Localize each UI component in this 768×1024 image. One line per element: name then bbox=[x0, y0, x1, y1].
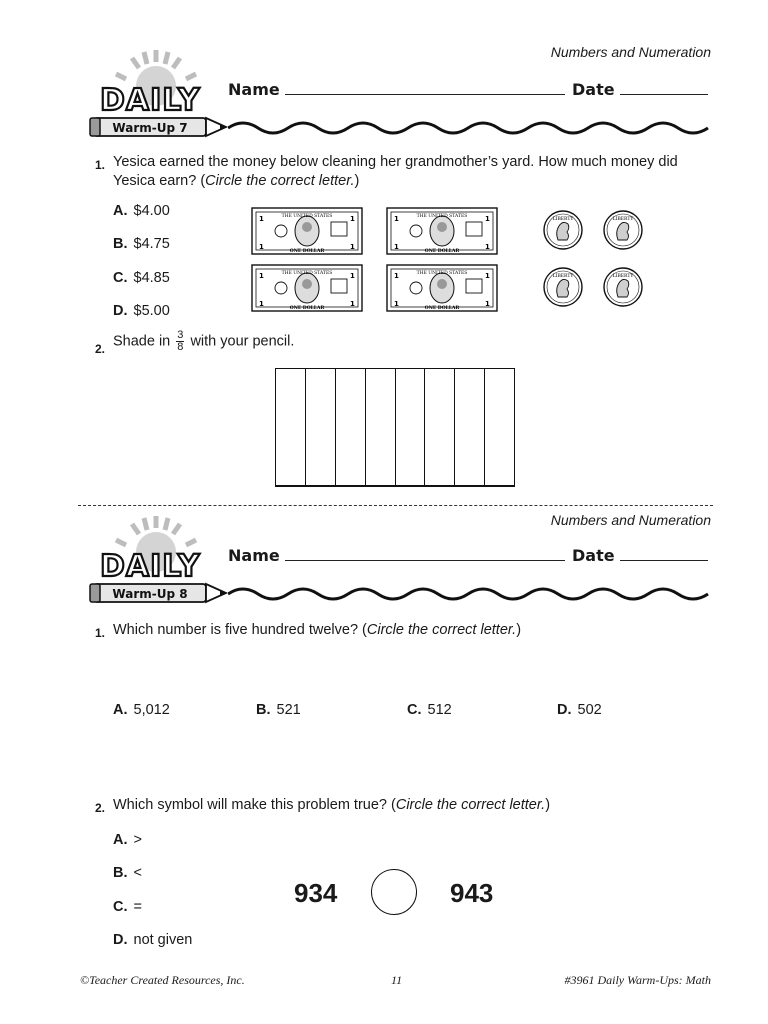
coin-inscription: LIBERTY bbox=[552, 217, 574, 222]
shading-cell[interactable] bbox=[306, 369, 336, 485]
left-number: 934 bbox=[294, 878, 338, 908]
fraction-shading-grid bbox=[275, 368, 515, 487]
quarter-coin-icon bbox=[603, 267, 643, 307]
date-label: Date bbox=[572, 80, 615, 99]
answer-option-a[interactable] bbox=[113, 702, 170, 718]
dollar-bill-icon bbox=[251, 207, 363, 255]
question-text bbox=[113, 796, 550, 815]
date-label: Date bbox=[572, 546, 615, 565]
bill-header: THE UNITED STATES bbox=[416, 271, 468, 276]
option-value: < bbox=[133, 865, 142, 881]
right-number: 943 bbox=[450, 878, 494, 908]
quarter-coin-icon bbox=[543, 267, 583, 307]
shading-cell[interactable] bbox=[485, 369, 514, 485]
option-letter: B. bbox=[113, 236, 128, 252]
answer-option-a[interactable] bbox=[113, 832, 142, 848]
svg-text:1: 1 bbox=[394, 300, 399, 308]
name-field[interactable] bbox=[228, 80, 565, 99]
date-field[interactable] bbox=[572, 546, 708, 565]
fraction bbox=[176, 330, 184, 353]
bill-footer: ONE DOLLAR bbox=[424, 306, 460, 311]
name-label: Name bbox=[228, 546, 280, 565]
svg-text:1: 1 bbox=[394, 243, 399, 251]
option-letter: D. bbox=[113, 303, 128, 319]
option-letter: B. bbox=[256, 702, 271, 718]
question-body: Yesica earned the money below cleaning her grandmother’s yard. How much money did Yesica earn? ( bbox=[113, 154, 678, 189]
fraction-denominator: 8 bbox=[177, 341, 184, 353]
date-line[interactable] bbox=[620, 546, 708, 561]
svg-text:1: 1 bbox=[485, 300, 490, 308]
option-letter: C. bbox=[113, 899, 128, 915]
footer-copyright: ©Teacher Created Resources, Inc. bbox=[80, 973, 245, 987]
answer-option-a[interactable] bbox=[113, 203, 170, 219]
question-number: 2. bbox=[95, 801, 106, 815]
daily-warmup-logo bbox=[84, 514, 234, 610]
shading-cell[interactable] bbox=[276, 369, 306, 485]
shading-cell[interactable] bbox=[366, 369, 396, 485]
comparison-circle[interactable] bbox=[371, 869, 417, 915]
svg-text:1: 1 bbox=[485, 243, 490, 251]
question-close: ) bbox=[354, 173, 360, 189]
quarter-coin-icon bbox=[603, 210, 643, 250]
answer-option-d[interactable] bbox=[113, 303, 170, 319]
name-line[interactable] bbox=[285, 546, 565, 561]
question-close: ) bbox=[516, 622, 522, 638]
question-instruction: Circle the correct letter. bbox=[395, 797, 546, 813]
option-letter: A. bbox=[113, 203, 128, 219]
question-body-end: with your pencil. bbox=[190, 333, 295, 350]
svg-text:1: 1 bbox=[350, 272, 355, 280]
option-value: $5.00 bbox=[133, 303, 170, 319]
option-letter: A. bbox=[113, 832, 128, 848]
footer-book-title: #3961 Daily Warm-Ups: Math bbox=[564, 973, 711, 987]
svg-text:1: 1 bbox=[259, 215, 264, 223]
shading-cell[interactable] bbox=[455, 369, 485, 485]
shading-cell[interactable] bbox=[425, 369, 455, 485]
svg-text:1: 1 bbox=[350, 215, 355, 223]
daily-warmup-logo bbox=[84, 48, 234, 144]
question-close: ) bbox=[545, 797, 551, 813]
answer-option-c[interactable] bbox=[407, 702, 452, 718]
bill-header: THE UNITED STATES bbox=[416, 214, 468, 219]
dollar-bill-icon bbox=[386, 264, 498, 312]
shading-cell[interactable] bbox=[396, 369, 426, 485]
question-instruction: Circle the correct letter. bbox=[205, 173, 355, 189]
bill-footer: ONE DOLLAR bbox=[289, 306, 325, 311]
answer-option-b[interactable] bbox=[113, 236, 170, 252]
name-field[interactable] bbox=[228, 546, 565, 565]
section-topic: Numbers and Numeration bbox=[550, 512, 711, 528]
option-letter: B. bbox=[113, 865, 128, 881]
question-number: 1. bbox=[95, 626, 106, 640]
svg-text:1: 1 bbox=[259, 300, 264, 308]
bill-header: THE UNITED STATES bbox=[281, 214, 333, 219]
answer-option-d[interactable] bbox=[557, 702, 602, 718]
date-line[interactable] bbox=[620, 80, 708, 95]
option-value: 5,012 bbox=[133, 702, 170, 718]
svg-text:1: 1 bbox=[485, 215, 490, 223]
quarter-coin-icon bbox=[543, 210, 583, 250]
svg-text:1: 1 bbox=[394, 215, 399, 223]
dollar-bill-icon bbox=[251, 264, 363, 312]
question-body: Shade in bbox=[113, 333, 171, 350]
answer-option-b[interactable] bbox=[113, 865, 142, 881]
wave-divider bbox=[228, 116, 714, 140]
option-letter: D. bbox=[113, 932, 128, 948]
svg-text:1: 1 bbox=[259, 243, 264, 251]
fraction-numerator: 3 bbox=[177, 329, 184, 341]
option-letter: C. bbox=[113, 270, 128, 286]
answer-option-b[interactable] bbox=[256, 702, 301, 718]
option-value: > bbox=[133, 832, 142, 848]
page-number: 11 bbox=[391, 973, 403, 987]
option-letter: D. bbox=[557, 702, 572, 718]
name-label: Name bbox=[228, 80, 280, 99]
question-text bbox=[113, 153, 713, 191]
question-body: Which number is five hundred twelve? ( bbox=[113, 622, 367, 638]
logo-word: DAILY bbox=[100, 549, 201, 584]
svg-text:1: 1 bbox=[350, 243, 355, 251]
bill-footer: ONE DOLLAR bbox=[424, 249, 460, 254]
question-number: 1. bbox=[95, 158, 106, 172]
coin-inscription: LIBERTY bbox=[612, 274, 634, 279]
svg-text:1: 1 bbox=[394, 272, 399, 280]
option-value: not given bbox=[133, 932, 193, 948]
svg-text:1: 1 bbox=[485, 272, 490, 280]
question-text bbox=[113, 621, 521, 640]
option-value: 521 bbox=[276, 702, 301, 718]
name-line[interactable] bbox=[285, 80, 565, 95]
option-value: = bbox=[133, 899, 142, 915]
logo-subtitle: Warm-Up 7 bbox=[112, 121, 188, 135]
logo-subtitle: Warm-Up 8 bbox=[112, 587, 188, 601]
option-value: $4.00 bbox=[133, 203, 170, 219]
coin-inscription: LIBERTY bbox=[612, 217, 634, 222]
option-value: 502 bbox=[577, 702, 602, 718]
answer-option-c[interactable] bbox=[113, 270, 170, 286]
bill-header: THE UNITED STATES bbox=[281, 271, 333, 276]
option-value: $4.75 bbox=[133, 236, 170, 252]
answer-option-d[interactable] bbox=[113, 932, 192, 948]
section-topic: Numbers and Numeration bbox=[550, 44, 711, 60]
option-value: 512 bbox=[427, 702, 452, 718]
option-letter: A. bbox=[113, 702, 128, 718]
question-number: 2. bbox=[95, 342, 106, 356]
logo-word: DAILY bbox=[100, 83, 201, 118]
wave-divider bbox=[228, 582, 714, 606]
dollar-bill-icon bbox=[386, 207, 498, 255]
question-body: Which symbol will make this problem true? ( bbox=[113, 797, 396, 813]
option-value: $4.85 bbox=[133, 270, 170, 286]
date-field[interactable] bbox=[572, 80, 708, 99]
svg-text:1: 1 bbox=[259, 272, 264, 280]
bill-footer: ONE DOLLAR bbox=[289, 249, 325, 254]
coin-inscription: LIBERTY bbox=[552, 274, 574, 279]
question-instruction: Circle the correct letter. bbox=[366, 622, 517, 638]
shading-cell[interactable] bbox=[336, 369, 366, 485]
svg-text:1: 1 bbox=[350, 300, 355, 308]
question-text bbox=[113, 330, 294, 353]
answer-option-c[interactable] bbox=[113, 899, 142, 915]
option-letter: C. bbox=[407, 702, 422, 718]
cut-line-divider bbox=[78, 505, 713, 506]
